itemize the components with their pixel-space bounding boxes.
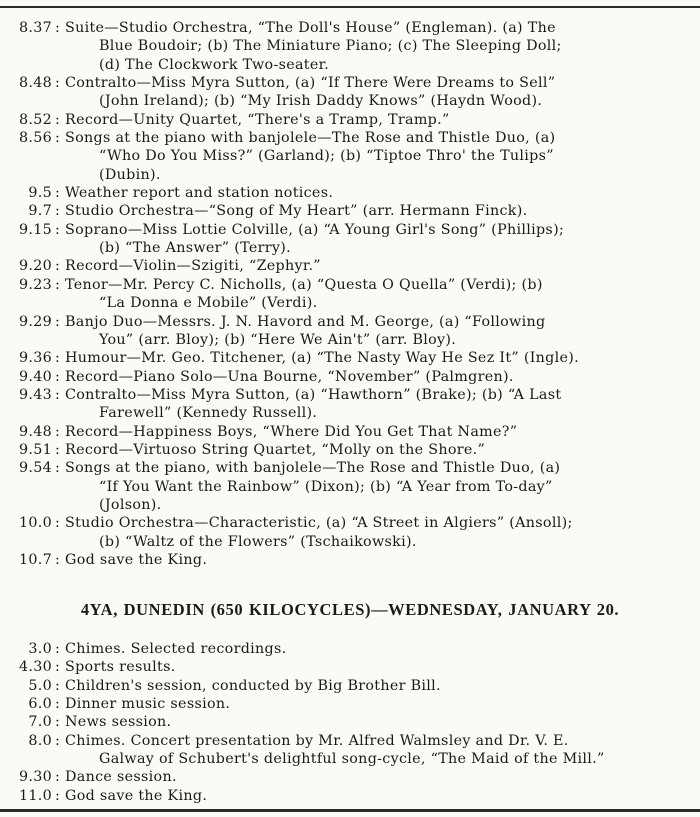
- programme-entry: [0, 221, 700, 239]
- entry-time: [0, 92, 55, 110]
- entry-colon: :: [55, 714, 61, 731]
- entry-colon: :: [55, 769, 61, 786]
- entry-time: 6.0: [28, 696, 52, 713]
- entry-time: [0, 239, 55, 257]
- entry-colon: :: [55, 111, 61, 128]
- entry-text: Galway of Schubert's delightful song-cycle, “The Maid of the Mill.”: [99, 751, 605, 768]
- entry-text: Humour—Mr. Geo. Titchener, (a) “The Nasty Way He Sez It” (Ingle).: [65, 350, 579, 367]
- entry-text: (d) The Clockwork Two-seater.: [99, 56, 330, 73]
- entry-text: Record—Piano Solo—Una Bourne, “November” (Palmgren).: [65, 368, 514, 385]
- entry-time: [0, 404, 55, 422]
- entry-time: 9.51: [18, 441, 52, 458]
- entry-colon: :: [55, 696, 61, 713]
- programme-entry: [0, 695, 700, 713]
- entry-text: Banjo Duo—Messrs. J. N. Havord and M. George, (a) “Following: [65, 313, 546, 330]
- programme-entry: [0, 368, 700, 386]
- entry-text: Tenor—Mr. Percy C. Nicholls, (a) “Questa O Quella” (Verdi); (b): [65, 276, 543, 293]
- entry-continuation: [0, 147, 700, 165]
- top-rule: [0, 6, 700, 8]
- entry-text: (b) “Waltz of the Flowers” (Tschaikowski).: [99, 533, 417, 550]
- entry-text: Weather report and station notices.: [65, 185, 334, 202]
- entry-text: Record—Virtuoso String Quartet, “Molly on the Shore.”: [65, 441, 486, 458]
- entry-text: “If You Want the Rainbow” (Dixon); (b) “A Year from To-day”: [99, 478, 553, 495]
- entry-text: Chimes. Concert presentation by Mr. Alfred Walmsley and Dr. V. E.: [65, 732, 569, 749]
- programme-entry: [0, 551, 700, 569]
- entry-colon: :: [55, 677, 61, 694]
- entry-time: 9.30: [18, 769, 52, 786]
- programme-entry: [0, 658, 700, 676]
- entry-time: [0, 37, 55, 55]
- programme-entry: [0, 349, 700, 367]
- entry-text: Farewell” (Kennedy Russell).: [99, 405, 318, 422]
- entry-time: 4.30: [18, 659, 52, 676]
- entry-colon: :: [55, 515, 61, 532]
- entry-colon: :: [55, 551, 61, 568]
- entry-colon: :: [55, 258, 61, 275]
- entry-colon: [55, 478, 63, 496]
- entry-time: [0, 750, 55, 768]
- entry-colon: [55, 294, 63, 312]
- entry-colon: [55, 37, 63, 55]
- entry-time: 9.43: [18, 386, 52, 403]
- programme-entry: [0, 677, 700, 695]
- entry-text: (Jolson).: [99, 496, 162, 513]
- programme-entry: [0, 732, 700, 750]
- entry-time: 3.0: [28, 641, 52, 657]
- entry-colon: :: [55, 368, 61, 385]
- entry-time: [0, 331, 55, 349]
- entry-continuation: [0, 478, 700, 496]
- programme-entry: [0, 386, 700, 404]
- programme-entry: [0, 713, 700, 731]
- entry-text: “La Donna e Mobile” (Verdi).: [99, 295, 318, 312]
- programme-entry: [0, 313, 700, 331]
- entry-text: (b) “The Answer” (Terry).: [99, 240, 291, 257]
- programme-list-2: [0, 640, 700, 805]
- entry-colon: [55, 750, 63, 768]
- programme-entry: [0, 768, 700, 786]
- entry-colon: [55, 496, 63, 514]
- entry-continuation: [0, 404, 700, 422]
- entry-time: 8.37: [18, 20, 52, 36]
- entry-text: Contralto—Miss Myra Sutton, (a) “Hawthorn” (Brake); (b) “A Last: [65, 386, 562, 403]
- entry-text: Record—Violin—Szigiti, “Zephyr.”: [65, 258, 321, 275]
- entry-colon: :: [55, 130, 61, 147]
- entry-colon: :: [55, 20, 61, 36]
- programme-entry: [0, 514, 700, 532]
- entry-time: 9.36: [18, 350, 52, 367]
- programme-entry: [0, 459, 700, 477]
- programme-entry: [0, 276, 700, 294]
- entry-text: Chimes. Selected recordings.: [65, 641, 287, 657]
- entry-time: 8.52: [18, 111, 52, 128]
- entry-continuation: [0, 294, 700, 312]
- entry-time: 10.7: [18, 551, 52, 568]
- entry-colon: [55, 147, 63, 165]
- entry-colon: :: [55, 732, 61, 749]
- entry-time: 9.54: [18, 460, 52, 477]
- entry-colon: [55, 404, 63, 422]
- entry-text: Soprano—Miss Lottie Colville, (a) “A Young Girl's Song” (Phillips);: [65, 221, 565, 238]
- entry-colon: :: [55, 313, 61, 330]
- entry-text: Sports results.: [65, 659, 176, 676]
- programme-list-1: [0, 19, 700, 569]
- entry-continuation: [0, 37, 700, 55]
- station-heading: 4YA, DUNEDIN (650 KILOCYCLES)—WEDNESDAY, JANUARY 20.: [80, 600, 620, 619]
- entry-time: [0, 478, 55, 496]
- entry-time: 9.48: [18, 423, 52, 440]
- entry-colon: [55, 533, 63, 551]
- entry-time: 8.48: [18, 75, 52, 92]
- entry-time: [0, 147, 55, 165]
- entry-colon: :: [55, 350, 61, 367]
- entry-time: 9.5: [28, 185, 52, 202]
- entry-continuation: [0, 56, 700, 74]
- entry-time: 9.23: [18, 276, 52, 293]
- entry-text: “Who Do You Miss?” (Garland); (b) “Tiptoe Thro' the Tulips”: [99, 148, 554, 165]
- programme-entry: [0, 441, 700, 459]
- entry-text: Children's session, conducted by Big Brother Bill.: [65, 677, 441, 694]
- entry-time: 9.15: [18, 221, 52, 238]
- entry-colon: [55, 92, 63, 110]
- entry-time: 5.0: [28, 677, 52, 694]
- entry-text: News session.: [65, 714, 172, 731]
- entry-text: Songs at the piano with banjolele—The Rose and Thistle Duo, (a): [65, 130, 556, 147]
- entry-colon: [55, 331, 63, 349]
- entry-colon: :: [55, 423, 61, 440]
- entry-text: Suite—Studio Orchestra, “The Doll's House” (Engleman). (a) The: [65, 20, 556, 36]
- programme-entry: [0, 184, 700, 202]
- entry-continuation: [0, 239, 700, 257]
- entry-text: Record—Happiness Boys, “Where Did You Get That Name?”: [65, 423, 518, 440]
- entry-continuation: [0, 496, 700, 514]
- entry-text: Blue Boudoir; (b) The Miniature Piano; (c) The Sleeping Doll;: [99, 38, 562, 55]
- entry-colon: [55, 56, 63, 74]
- programme-entry: [0, 257, 700, 275]
- entry-text: Songs at the piano, with banjolele—The Rose and Thistle Duo, (a): [65, 460, 561, 477]
- entry-colon: :: [55, 460, 61, 477]
- entry-time: 9.20: [18, 258, 52, 275]
- entry-time: 9.7: [28, 203, 52, 220]
- entry-text: Record—Unity Quartet, “There's a Tramp, Tramp.”: [65, 111, 450, 128]
- entry-colon: :: [55, 641, 61, 657]
- entry-time: [0, 56, 55, 74]
- entry-colon: :: [55, 203, 61, 220]
- entry-colon: :: [55, 75, 61, 92]
- entry-text: Contralto—Miss Myra Sutton, (a) “If There Were Dreams to Sell”: [65, 75, 556, 92]
- entry-text: Dinner music session.: [65, 696, 231, 713]
- entry-colon: [55, 239, 63, 257]
- entry-text: God save the King.: [65, 787, 208, 804]
- entry-time: 10.0: [18, 515, 52, 532]
- entry-time: 8.56: [18, 130, 52, 147]
- entry-colon: :: [55, 441, 61, 458]
- entry-time: 9.29: [18, 313, 52, 330]
- entry-colon: :: [55, 386, 61, 403]
- entry-continuation: [0, 750, 700, 768]
- programme-entry: [0, 423, 700, 441]
- entry-continuation: [0, 331, 700, 349]
- entry-time: 9.40: [18, 368, 52, 385]
- entry-colon: :: [55, 221, 61, 238]
- entry-time: [0, 294, 55, 312]
- entry-text: (John Ireland); (b) “My Irish Daddy Knows” (Haydn Wood).: [99, 93, 543, 110]
- entry-text: God save the King.: [65, 551, 208, 568]
- entry-continuation: [0, 533, 700, 551]
- entry-time: 8.0: [28, 732, 52, 749]
- entry-time: [0, 166, 55, 184]
- entry-colon: :: [55, 185, 61, 202]
- entry-colon: :: [55, 276, 61, 293]
- programme-entry: [0, 129, 700, 147]
- entry-colon: [55, 166, 63, 184]
- entry-text: Studio Orchestra—“Song of My Heart” (arr. Hermann Finck).: [65, 203, 528, 220]
- entry-text: Studio Orchestra—Characteristic, (a) “A Street in Algiers” (Ansoll);: [65, 515, 573, 532]
- entry-text: (Dubin).: [99, 166, 161, 183]
- entry-time: 11.0: [18, 787, 52, 804]
- entry-text: Dance session.: [65, 769, 177, 786]
- entry-time: 7.0: [28, 714, 52, 731]
- programme-entry: [0, 787, 700, 805]
- bottom-rule: [0, 809, 700, 812]
- entry-time: [0, 533, 55, 551]
- programme-entry: [0, 74, 700, 92]
- programme-entry: [0, 640, 700, 658]
- entry-colon: :: [55, 787, 61, 804]
- entry-colon: :: [55, 659, 61, 676]
- programme-entry: [0, 111, 700, 129]
- entry-continuation: [0, 92, 700, 110]
- entry-text: You” (arr. Bloy); (b) “Here We Ain't” (arr. Bloy).: [99, 331, 457, 348]
- entry-time: [0, 496, 55, 514]
- programme-entry: [0, 19, 700, 37]
- entry-continuation: [0, 166, 700, 184]
- programme-entry: [0, 202, 700, 220]
